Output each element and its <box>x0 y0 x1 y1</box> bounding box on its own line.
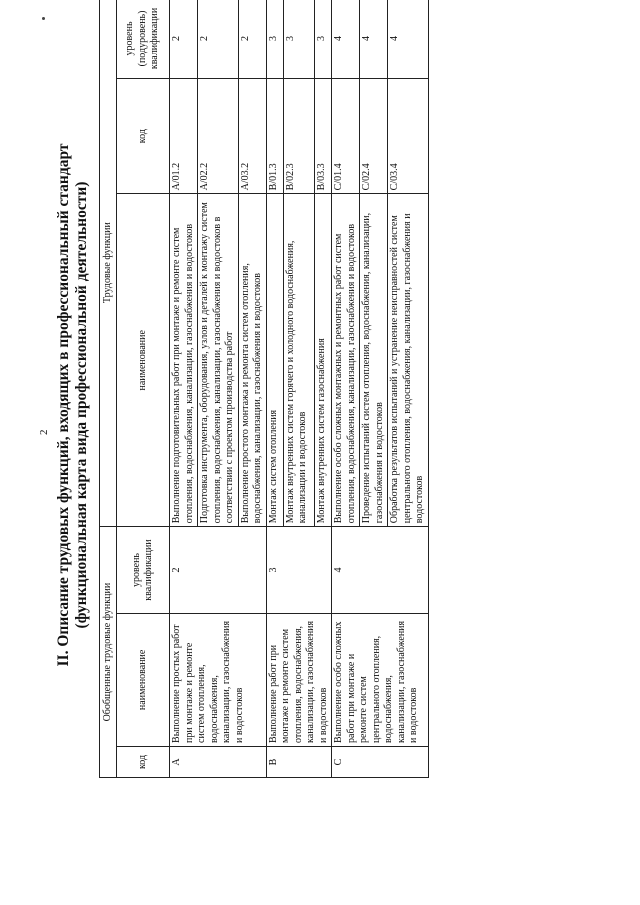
function-level: 3 <box>314 0 331 78</box>
function-level: 3 <box>266 0 283 78</box>
scan-speck <box>42 17 45 20</box>
header-functions: Трудовые функции <box>100 0 117 527</box>
header-name: наименование <box>117 613 170 746</box>
functional-map-table <box>99 0 429 778</box>
section-subtitle: (функциональная карта вида профессиональной деятельности) <box>73 181 90 629</box>
table-row <box>332 0 360 778</box>
function-level: 2 <box>198 0 239 78</box>
function-code: A/03.2 <box>238 78 266 193</box>
function-name: Выполнение особо сложных монтажных и ремонтных работ систем отопления, водоснабжения, канализации, газоснабжения и водостоков <box>332 194 360 527</box>
header-level: уровень квалификации <box>117 527 170 614</box>
group-code: C <box>332 746 429 777</box>
group-code: B <box>266 746 332 777</box>
header-code: код <box>117 746 170 777</box>
function-code: C/02.4 <box>360 78 388 193</box>
function-name: Монтаж внутренних систем газоснабжения <box>314 194 331 527</box>
function-level: 4 <box>332 0 360 78</box>
function-code: B/02.3 <box>283 78 314 193</box>
header-fn-code: код <box>117 78 170 193</box>
section-title: II. Описание трудовых функций, входящих в профессиональный стандарт <box>55 143 72 667</box>
function-code: C/03.4 <box>388 78 429 193</box>
group-level: 3 <box>266 527 332 614</box>
function-name: Подготовка инструмента, оборудования, узлов и деталей к монтажу систем отопления, водоснабжения, канализации, газоснабжения и водостоков в соответствии с проектом производства работ <box>198 194 239 527</box>
group-code: A <box>170 746 267 777</box>
function-code: A/01.2 <box>170 78 198 193</box>
function-name: Выполнение простого монтажа и ремонта систем отопления, водоснабжения, канализации, газоснабжения и водостоков <box>238 194 266 527</box>
group-name: Выполнение работ при монтаже и ремонте систем отопления, водоснабжения, канализации, газоснабжения и водостоков <box>266 613 332 746</box>
group-level: 4 <box>332 527 429 614</box>
header-row-sub <box>117 0 170 778</box>
table-row <box>266 0 283 778</box>
table-row <box>170 0 198 778</box>
function-code: C/01.4 <box>332 78 360 193</box>
header-generalized: Обобщенные трудовые функции <box>100 527 117 778</box>
function-level: 2 <box>170 0 198 78</box>
header-row-top <box>100 0 117 778</box>
function-name: Монтаж внутренних систем горячего и холодного водоснабжения, канализации и водостоков <box>283 194 314 527</box>
function-name: Проведение испытаний систем отопления, водоснабжения, канализации, газоснабжения и водостоков <box>360 194 388 527</box>
group-name: Выполнение простых работ при монтаже и ремонте систем отопления, водоснабжения, канализации, газоснабжения и водостоков <box>170 613 267 746</box>
function-code: B/03.3 <box>314 78 331 193</box>
function-code: A/02.2 <box>198 78 239 193</box>
function-name: Обработка результатов испытаний и устранение неисправностей систем центрального отопления, водоснабжения, канализации, газоснабжения и водостоков <box>388 194 429 527</box>
function-level: 3 <box>283 0 314 78</box>
function-level: 4 <box>360 0 388 78</box>
function-name: Выполнение подготовительных работ при монтаже и ремонте систем отопления, водоснабжения, канализации, газоснабжения и водостоков <box>170 194 198 527</box>
header-fn-level: уровень (подуровень) квалификации <box>117 0 170 78</box>
group-level: 2 <box>170 527 267 614</box>
function-level: 2 <box>238 0 266 78</box>
function-level: 4 <box>388 0 429 78</box>
function-name: Монтаж систем отопления <box>266 194 283 527</box>
group-name: Выполнение особо сложных работ при монтаже и ремонте систем центрального отопления, водоснабжения, канализации, газоснабжения и водостоков <box>332 613 429 746</box>
header-fn-name: наименование <box>117 194 170 527</box>
page-number: 2 <box>38 429 50 435</box>
function-code: B/01.3 <box>266 78 283 193</box>
